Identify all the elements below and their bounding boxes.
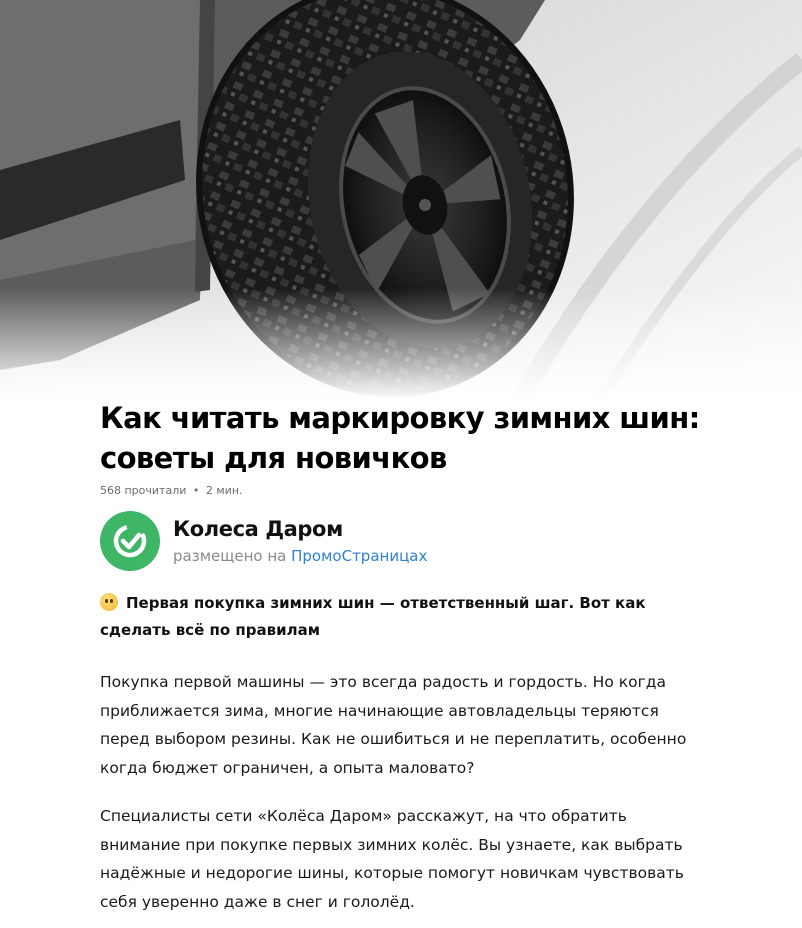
author-logo[interactable] [100, 511, 160, 571]
reads-count: 568 прочитали [100, 484, 187, 497]
lead-text: Первая покупка зимних шин — ответственный шаг. Вот как сделать всё по правилам [100, 594, 646, 639]
thinking-face-icon [100, 593, 118, 611]
author-block [100, 511, 700, 571]
meta-separator: • [192, 484, 200, 497]
article-lead [100, 590, 700, 644]
tire-in-snow-illustration [0, 0, 802, 400]
hero-image [0, 0, 802, 400]
author-placement [173, 547, 427, 565]
promo-pages-link[interactable]: ПромоСтраницах [291, 547, 428, 565]
article-title: Как читать маркировку зимних шин: советы для новичков [100, 401, 700, 475]
article-meta [100, 484, 243, 497]
placement-prefix: размещено на [173, 547, 287, 565]
paragraph: Специалисты сети «Колёса Даром» расскажут, на что обратить внимание при покупке первых зимних колёс. Вы узнаете, как выбрать надёжные и недорогие шины, которые помогут новичкам чувствовать себя уверенно даже в снег и гололёд. [100, 807, 684, 911]
paragraph: Покупка первой машины — это всегда радость и гордость. Но когда приближается зима, многие начинающие автовладельцы теряются перед выбором резины. Как не ошибиться и не переплатить, особенно когда бюджет ограничен, а опыта маловато? [100, 673, 687, 777]
author-name[interactable]: Колеса Даром [173, 517, 343, 541]
read-time: 2 мин. [205, 484, 243, 497]
checkmark-badge-icon [110, 521, 150, 561]
